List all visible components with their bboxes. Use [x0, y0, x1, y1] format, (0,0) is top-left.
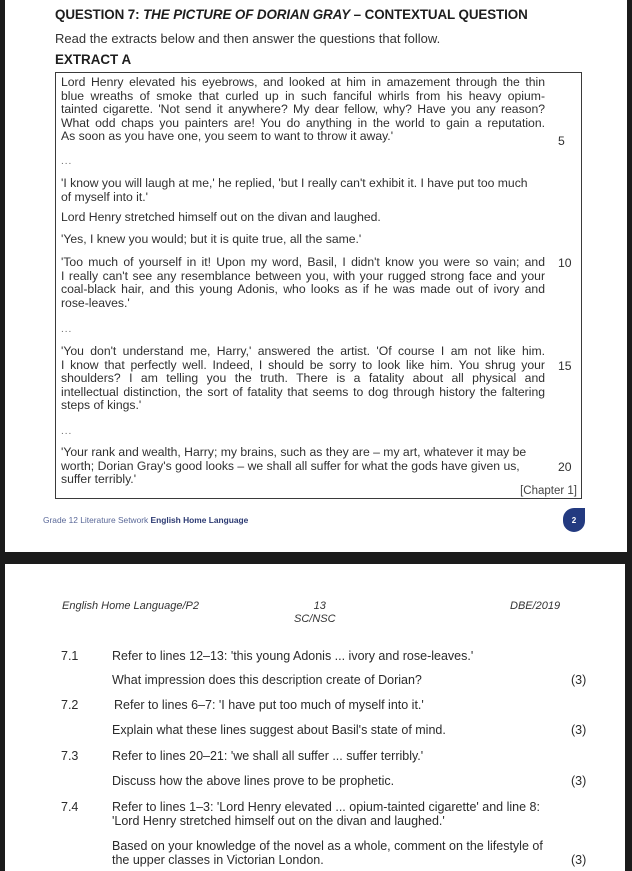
footer-series: Grade 12 Literature Setwork — [43, 515, 151, 525]
question-prompt: What impression does this description create of Dorian? — [112, 673, 422, 687]
question-marks: (3) — [571, 673, 587, 687]
question-marks: (3) — [571, 774, 587, 788]
header-year: DBE/2019 — [510, 600, 561, 612]
ellipsis: ... — [61, 324, 73, 335]
header-center — [294, 600, 336, 626]
extract-line: 'Too much of yourself in it! Upon my word, Basil, I didn't know you were so vain; and — [61, 255, 545, 269]
question-marks: (3) — [571, 723, 587, 737]
question-reference-continued: 'Lord Henry stretched himself out on the divan and laughed.' — [112, 814, 445, 828]
extract-paragraph — [61, 345, 545, 413]
header-code: SC/NSC — [294, 613, 336, 625]
line-number: 10 — [558, 256, 572, 270]
extract-paragraph — [61, 177, 545, 204]
extract-line: I know that perfectly well. Indeed, I should be sorry to look like him. You shrug your — [61, 357, 545, 372]
extract-line: intellectual distinction, the sort of fatality that seems to dog through history the faltering — [61, 384, 545, 399]
document-page-1 — [5, 0, 627, 552]
question-prompt: Based on your knowledge of the novel as a whole, comment on the lifestyle of — [112, 839, 543, 853]
question-reference: Refer to lines 1–3: 'Lord Henry elevated ... opium-tainted cigarette' and line 8: — [112, 800, 540, 814]
extract-label: EXTRACT A — [55, 52, 132, 67]
question-reference: Refer to lines 6–7: 'I have put too much of myself into it.' — [114, 698, 424, 712]
instructions: Read the extracts below and then answer the questions that follow. — [55, 31, 441, 46]
extract-line: of myself into it.' — [61, 189, 148, 204]
page-number-badge: 2 — [563, 508, 585, 532]
extract-paragraph — [61, 76, 545, 144]
extract-line: 'I know you will laugh at me,' he replied, 'but I really can't exhibit it. I have put too much — [61, 176, 528, 190]
question-prompt: Discuss how the above lines prove to be prophetic. — [112, 774, 395, 788]
extract-line: blue wreaths of smoke that curled up in such fanciful whirls from his heavy opium- — [61, 88, 545, 103]
header-page-number: 13 — [313, 600, 326, 612]
question-prompt: Explain what these lines suggest about Basil's state of mind. — [112, 723, 446, 737]
extract-line: 'Yes, I knew you would; but it is quite true, all the same.' — [61, 232, 362, 246]
question-title — [55, 7, 528, 22]
question-prefix: QUESTION 7: — [55, 7, 144, 22]
extract-line: shoulders? I am telling you the truth. There is a fatality about all physical and — [61, 371, 545, 386]
ellipsis: ... — [61, 426, 73, 437]
question-reference: Refer to lines 20–21: 'we shall all suffer ... suffer terribly.' — [112, 749, 424, 763]
extract-paragraph — [61, 233, 545, 247]
document-page-2 — [5, 564, 625, 871]
extract-line: As soon as you have one, you seem to want to throw it away.' — [61, 129, 394, 144]
question-marks: (3) — [571, 853, 587, 867]
footer-subject: English Home Language — [150, 515, 249, 525]
header-paper: English Home Language/P2 — [62, 600, 199, 612]
question-number: 7.1 — [61, 649, 79, 663]
extract-line: tainted cigarette. 'Not send it anywhere? My dear fellow, why? Have you any reason? — [61, 102, 545, 117]
line-number: 5 — [558, 134, 565, 148]
extract-paragraph — [61, 256, 545, 310]
question-prompt: the upper classes in Victorian London. — [112, 853, 324, 867]
extract-paragraph — [61, 211, 545, 225]
question-number: 7.2 — [61, 698, 79, 712]
page-footer — [43, 515, 248, 525]
extract-paragraph — [61, 446, 545, 487]
extract-line: Lord Henry stretched himself out on the divan and laughed. — [61, 210, 381, 224]
line-number: 15 — [558, 359, 572, 373]
extract-line: steps of kings.' — [61, 398, 142, 413]
question-number: 7.3 — [61, 749, 79, 763]
extract-line: Lord Henry elevated his eyebrows, and looked at him in amazement through the thin — [61, 75, 545, 89]
extract-line: What odd chaps you painters are! You do anything in the world to gain a reputation. — [61, 115, 545, 130]
source-reference: [Chapter 1] — [520, 485, 577, 497]
extract-line: worth; Dorian Gray's good looks – we shall all suffer for what the gods have given us, — [61, 458, 520, 473]
extract-box — [55, 72, 582, 499]
extract-line: coal-black hair, and this young Adonis, who looks as if he was made out of ivory and — [61, 282, 545, 297]
line-number: 20 — [558, 460, 572, 474]
extract-line: 'Your rank and wealth, Harry; my brains, such as they are – my art, whatever it may be — [61, 445, 527, 459]
novel-title: THE PICTURE OF DORIAN GRAY — [143, 7, 351, 22]
question-suffix: – CONTEXTUAL QUESTION — [350, 7, 528, 22]
question-reference: Refer to lines 12–13: 'this young Adonis ... ivory and rose-leaves.' — [112, 649, 474, 663]
extract-line: 'You don't understand me, Harry,' answered the artist. 'Of course I am not like him. — [61, 344, 545, 358]
ellipsis: ... — [61, 156, 73, 167]
extract-line: suffer terribly.' — [61, 472, 137, 487]
question-number: 7.4 — [61, 800, 79, 814]
extract-line: I really can't see any resemblance between you, with your rugged strong face and your — [61, 268, 545, 283]
extract-line: rose-leaves.' — [61, 295, 130, 310]
